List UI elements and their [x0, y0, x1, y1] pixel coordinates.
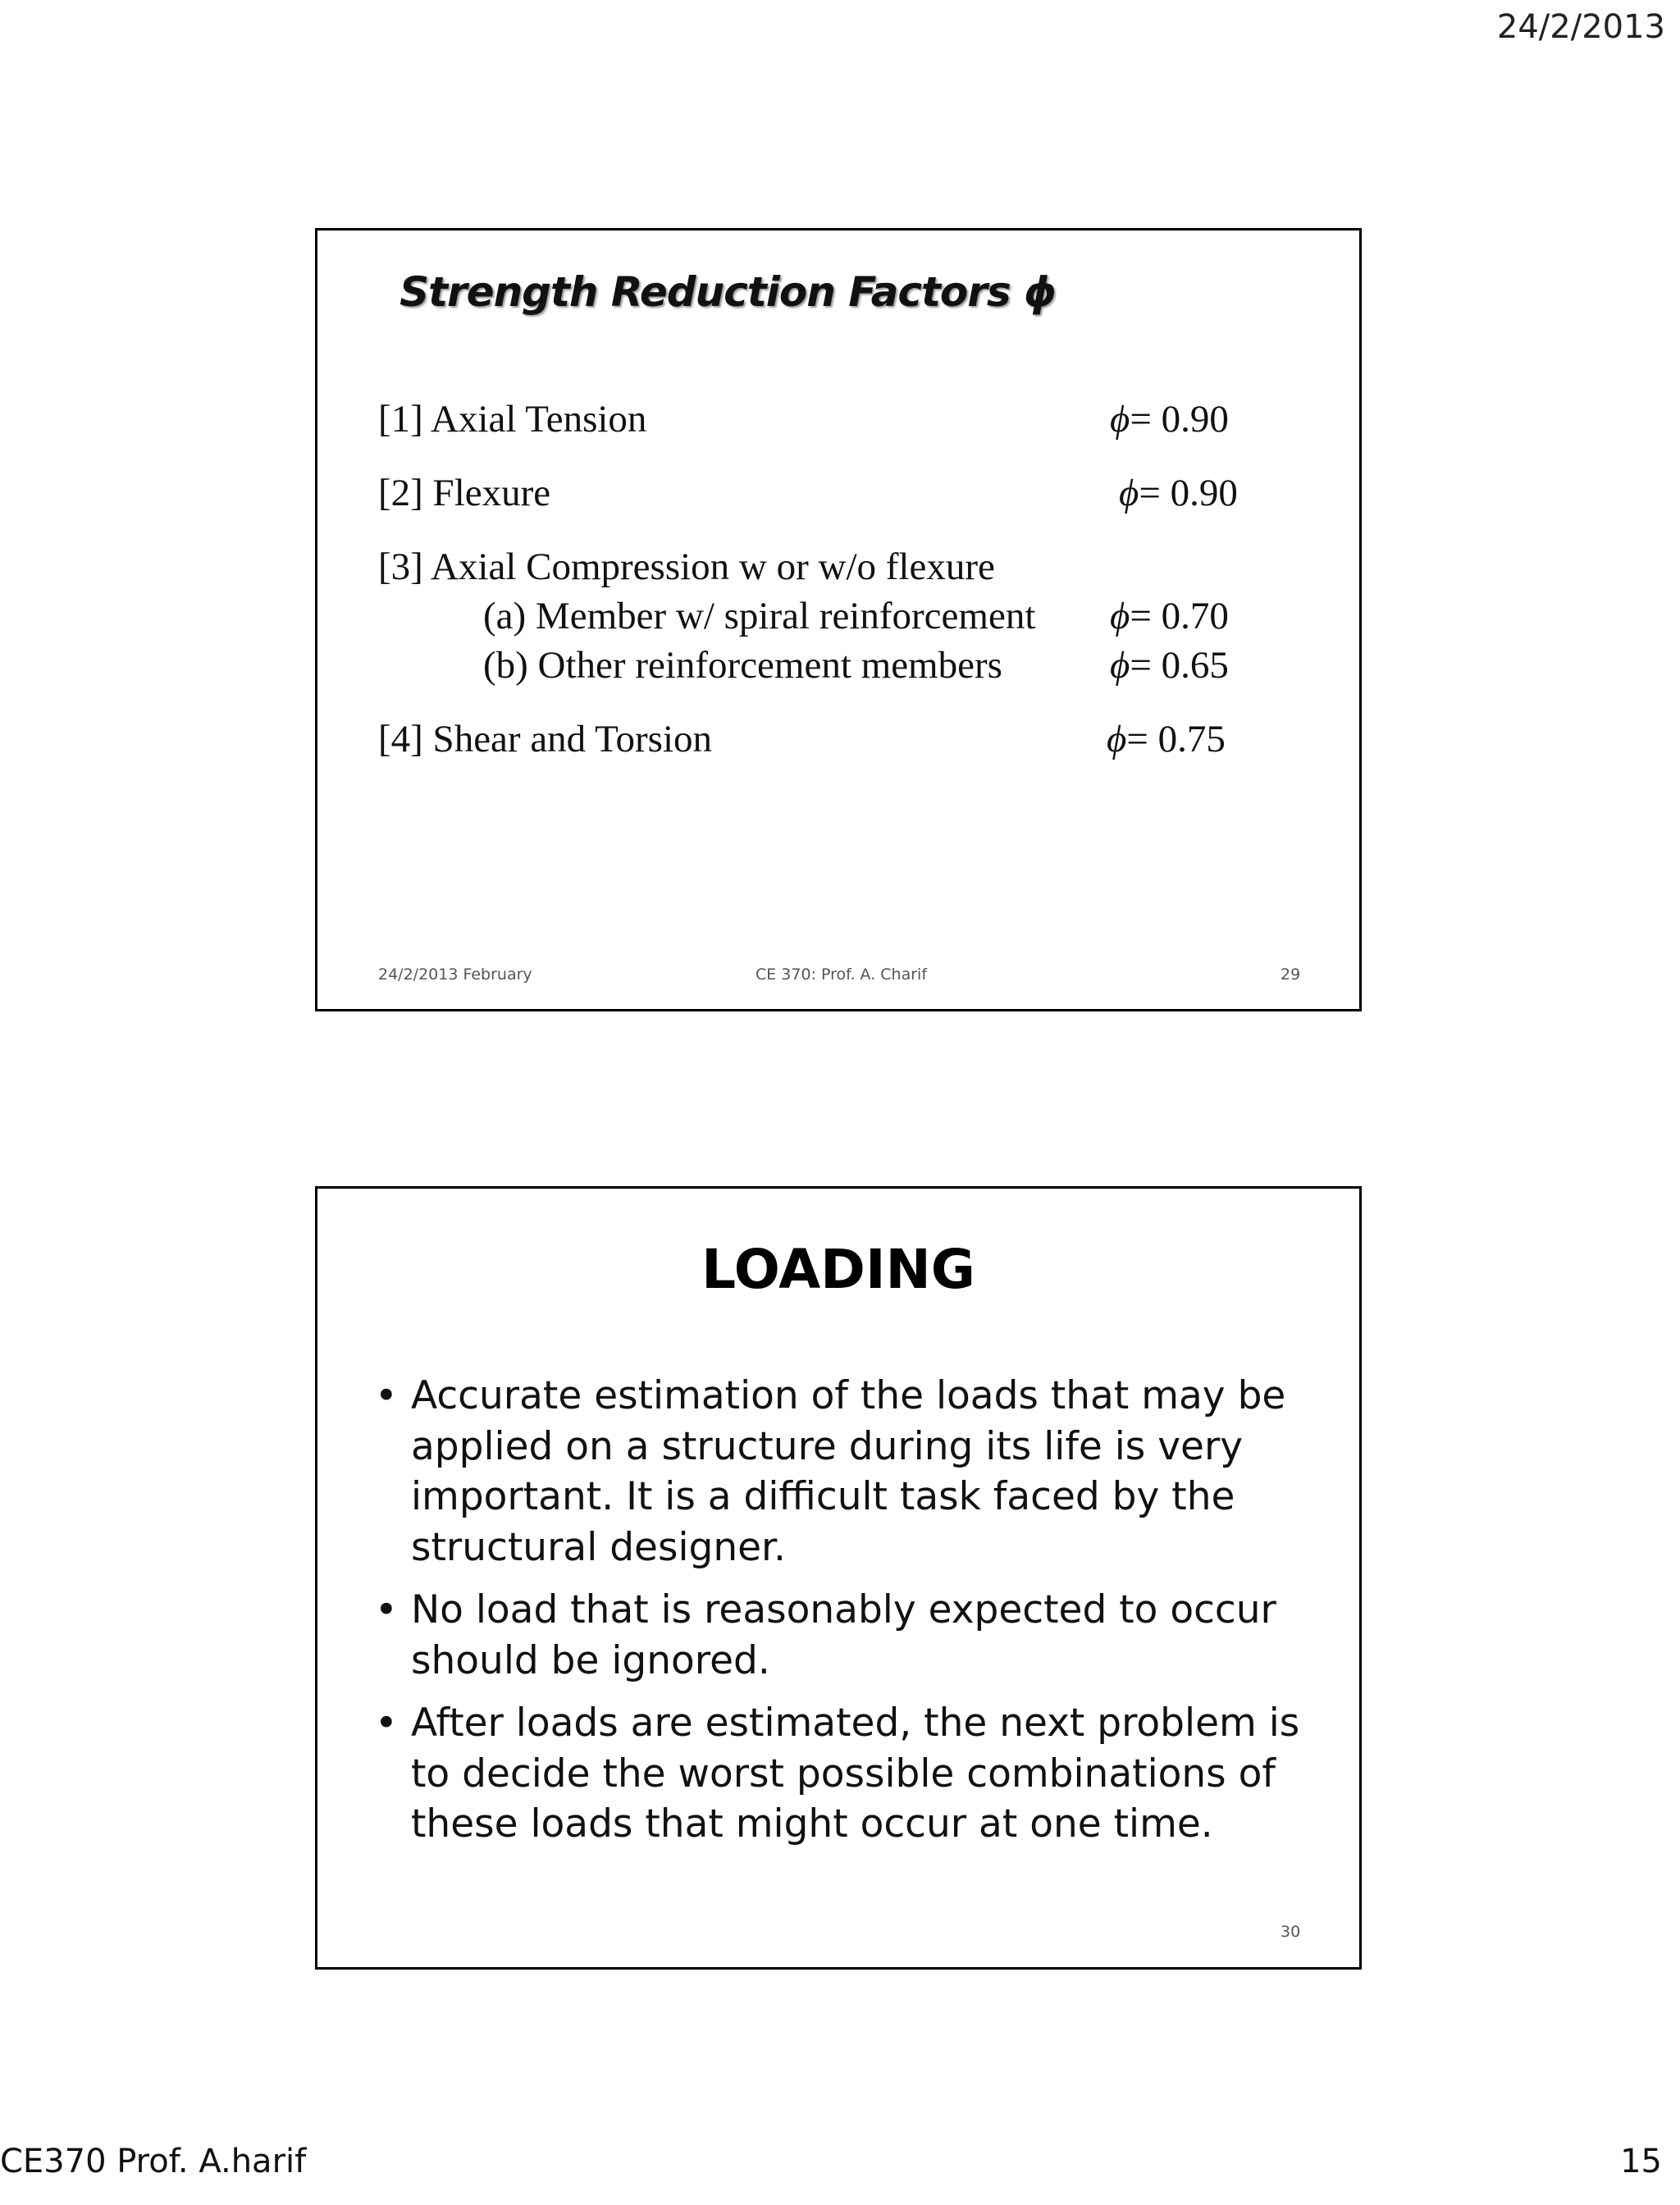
factor-label: (a) Member w/ spiral reinforcement	[483, 595, 1036, 637]
slide-number: 30	[1281, 1923, 1301, 1941]
factor-label: [4] Shear and Torsion	[378, 718, 713, 760]
slide-title: LOADING	[701, 1238, 975, 1301]
bullet-list	[375, 1371, 1310, 1862]
slide-title: Strength Reduction Factors ϕ	[399, 268, 1056, 316]
factor-value	[1110, 395, 1229, 444]
factor-row-axial-compression	[378, 542, 1281, 591]
bullet-text: Accurate estimation of the loads that may be applied on a structure during its life is very important. It is a difficult task faced by the structural designer.	[411, 1373, 1286, 1570]
factor-value-text: = 0.90	[1139, 472, 1238, 514]
phi-symbol: ϕ	[1119, 472, 1139, 514]
list-item	[375, 1698, 1310, 1850]
factor-label: [1] Axial Tension	[378, 398, 647, 441]
factor-value	[1119, 468, 1238, 518]
factor-value	[1107, 714, 1226, 764]
factor-row-shear-torsion	[378, 714, 1281, 764]
list-item	[375, 1371, 1310, 1573]
page-number: 15	[1620, 2143, 1662, 2180]
factor-row-flexure	[378, 468, 1281, 518]
slide-footer-course: CE 370: Prof. A. Charif	[756, 966, 928, 984]
factor-row-other	[378, 641, 1281, 690]
phi-symbol: ϕ	[1110, 398, 1130, 441]
factor-value-text: = 0.75	[1126, 718, 1226, 760]
page-header-date: 24/2/2013	[1496, 8, 1665, 46]
factor-label: [2] Flexure	[378, 472, 551, 514]
phi-symbol: ϕ	[1107, 718, 1127, 760]
factor-label: [3] Axial Compression w or w/o flexure	[378, 546, 995, 588]
factor-value-text: = 0.90	[1130, 398, 1229, 441]
factor-value	[1110, 591, 1229, 641]
factor-value	[1110, 641, 1229, 690]
factor-value-text: = 0.70	[1130, 595, 1229, 637]
bullet-icon: •	[375, 1701, 398, 1746]
factor-list	[378, 395, 1281, 764]
factor-label: (b) Other reinforcement members	[483, 644, 1002, 687]
phi-symbol: ϕ	[1110, 595, 1130, 637]
phi-symbol: ϕ	[1110, 644, 1130, 687]
page-footer-course: CE370 Prof. A.harif	[0, 2143, 307, 2180]
factor-row-axial-tension	[378, 395, 1281, 444]
list-item	[375, 1585, 1310, 1686]
bullet-icon: •	[375, 1373, 398, 1418]
bullet-text: No load that is reasonably expected to occur should be ignored.	[411, 1587, 1276, 1683]
factor-row-spiral	[378, 591, 1281, 641]
slide-footer-date: 24/2/2013 February	[378, 966, 532, 984]
slide-loading	[315, 1186, 1362, 1970]
slide-number: 29	[1281, 966, 1301, 984]
bullet-icon: •	[375, 1587, 398, 1632]
factor-value-text: = 0.65	[1130, 644, 1229, 687]
slide-strength-reduction-factors	[315, 228, 1362, 1011]
bullet-text: After loads are estimated, the next problem is to decide the worst possible combinations of these loads that might occur at one time.	[411, 1701, 1300, 1847]
